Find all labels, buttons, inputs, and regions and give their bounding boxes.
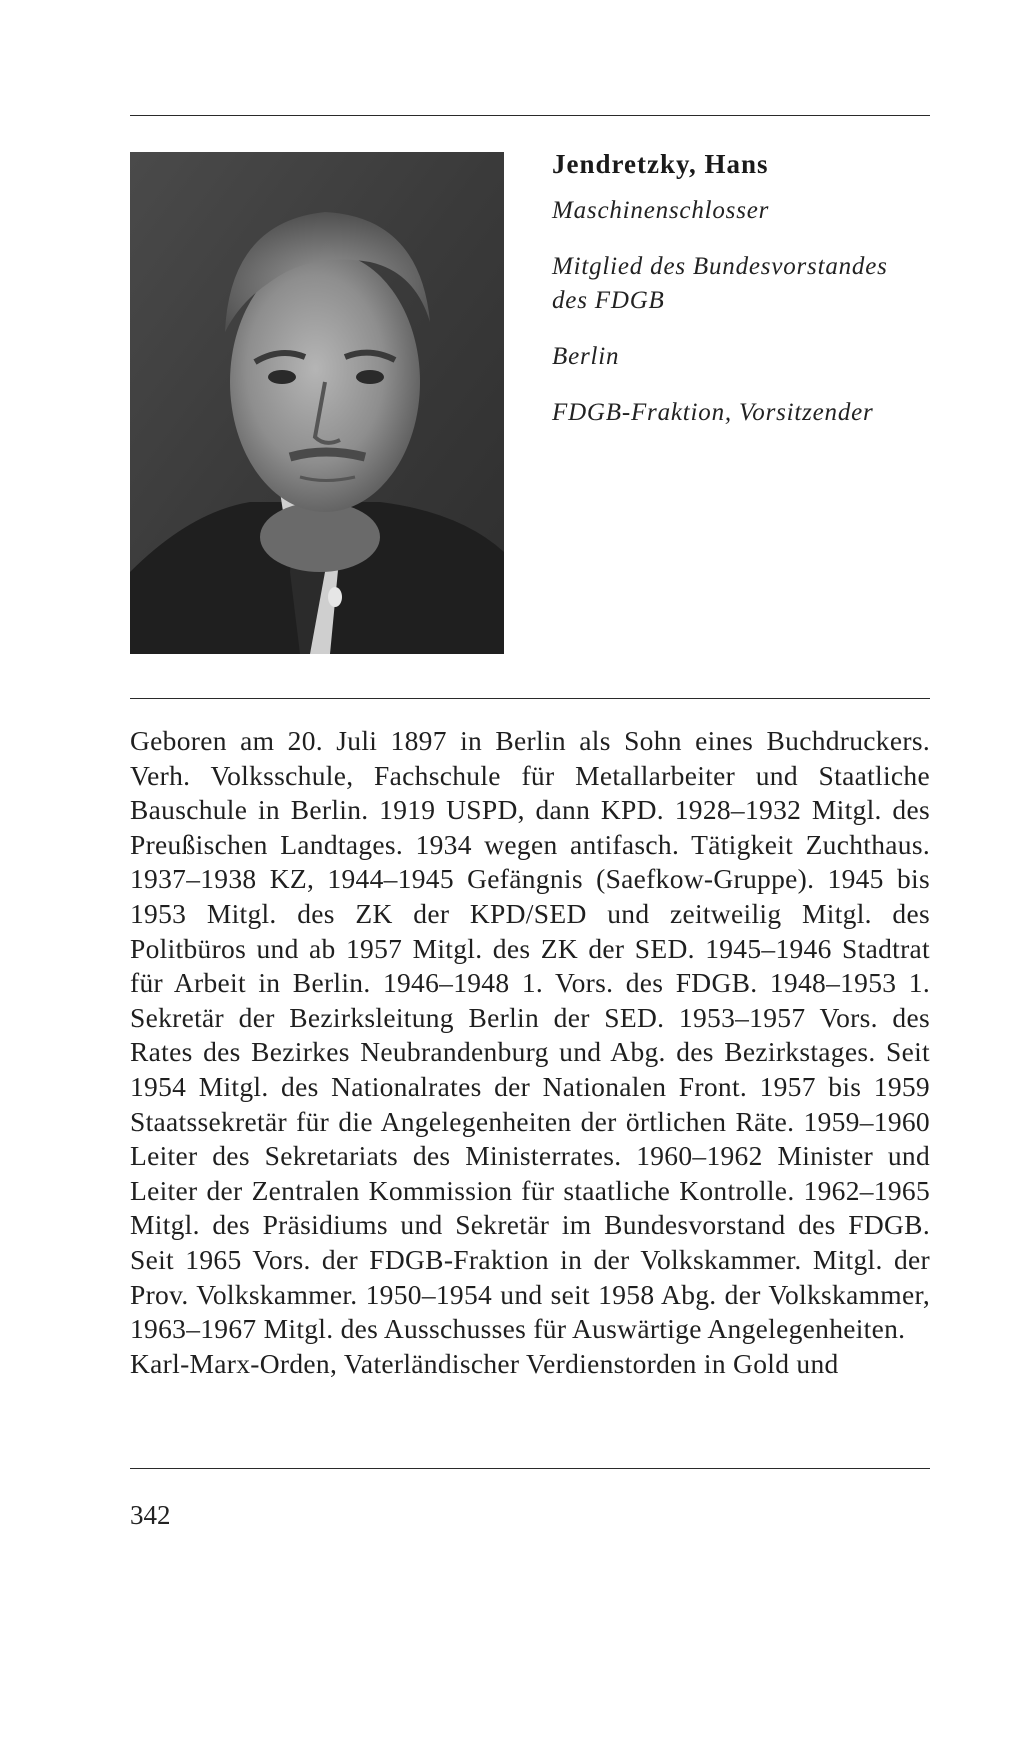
function-line-1: Mitglied des Bundesvorstandes — [552, 253, 888, 280]
page-number: 342 — [130, 1500, 171, 1530]
bottom-rule — [130, 1468, 930, 1469]
faction: FDGB-Fraktion, Vorsitzender — [552, 399, 874, 426]
middle-rule — [130, 698, 930, 699]
biography — [130, 724, 930, 1381]
person-name: Jendretzky, Hans — [552, 149, 769, 179]
portrait-icon — [130, 152, 504, 654]
constituency: Berlin — [552, 343, 620, 370]
biography-paragraph-2: Karl-Marx-Orden, Vaterländischer Verdienstorden in Gold und — [130, 1347, 839, 1379]
entry-header — [552, 144, 932, 430]
biography-paragraph-1: Geboren am 20. Juli 1897 in Berlin als Sohn eines Buchdruckers. Verh. Volksschule, Fachschule für Metallarbeiter und Staatliche Bauschule in Berlin. 1919 USPD, dann KPD. 1928–1932 Mitgl. des Preußischen Landtages. 1934 wegen antifasch. Tätigkeit Zuchthaus. 1937–1938 KZ, 1944–1945 Gefängnis (Saefkow-Gruppe). 1945 bis 1953 Mitgl. des ZK der KPD/SED und zeitweilig Mitgl. des Politbüros und ab 1957 Mitgl. des ZK der SED. 1945–1946 Stadtrat für Arbeit in Berlin. 1946–1948 1. Vors. des FDGB. 1948–1953 1. Sekretär der Bezirksleitung Berlin der SED. 1953–1957 Vors. des Rates des Bezirkes Neubrandenburg und Abg. des Bezirkstages. Seit 1954 Mitgl. des Nationalrates der Nationalen Front. 1957 bis 1959 Staatssekretär für die Angelegenheiten der örtlichen Räte. 1959–1960 Leiter des Sekretariats des Ministerrates. 1960–1962 Minister und Leiter der Zentralen Kommission für staatliche Kontrolle. 1962–1965 Mitgl. des Präsidiums und Sekretär im Bundesvorstand des FDGB. Seit 1965 Vors. der FDGB-Fraktion in der Volkskammer. Mitgl. der Prov. Volkskammer. 1950–1954 und seit 1958 Abg. der Volkskammer, 1963–1967 Mitgl. des Ausschusses für Auswärtige Angelegenheiten. — [130, 725, 930, 1345]
profession: Maschinenschlosser — [552, 197, 770, 224]
top-rule — [130, 115, 930, 116]
function-line-2: des FDGB — [552, 287, 665, 314]
portrait-photo — [130, 152, 504, 654]
